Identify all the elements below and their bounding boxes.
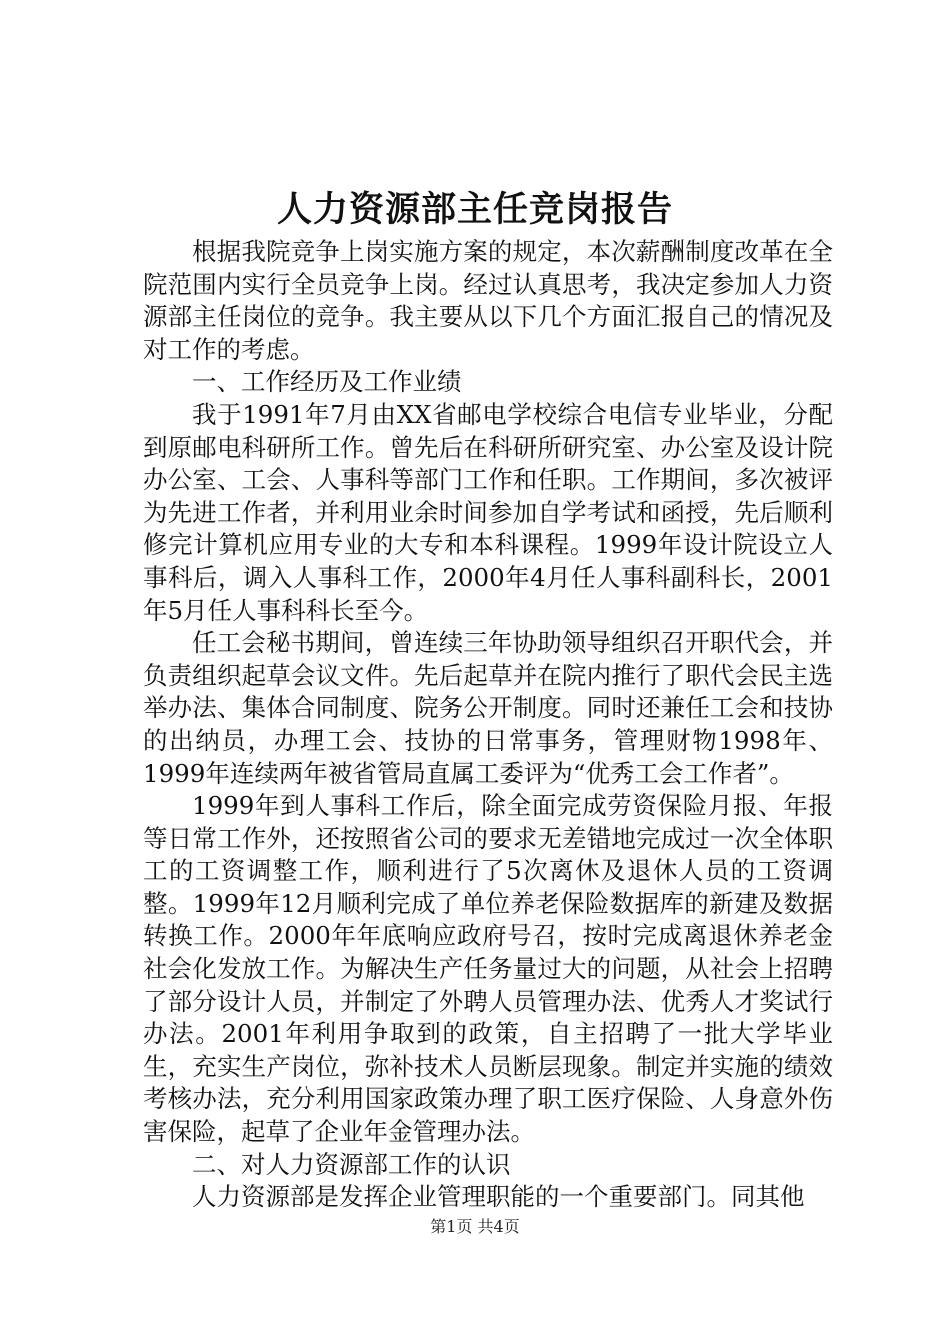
document-body (143, 236, 833, 1214)
paragraph-intro: 根据我院竞争上岗实施方案的规定，本次薪酬制度改革在全院范围内实行全员竞争上岗。经过认真思考，我决定参加人力资源部主任岗位的竞争。我主要从以下几个方面汇报自己的情况及对工作的考虑。 (143, 237, 833, 364)
paragraph-hr-work: 1999年到人事科工作后，除全面完成劳资保险月报、年报等日常工作外，还按照省公司的要求无差错地完成过一次全体职工的工资调整工作，顺利进行了5次离休及退休人员的工资调整。1999年12月顺利完成了单位养老保险数据库的新建及数据转换工作。2000年年底响应政府号召，按时完成离退休养老金社会化发放工作。为解决生产任务量过大的问题，从社会上招聘了部分设计人员，并制定了外聘人员管理办法、优秀人才奖试行办法。2001年利用争取到的政策，自主招聘了一批大学毕业生，充实生产岗位，弥补技术人员断层现象。制定并实施的绩效考核办法，充分利用国家政策办理了职工医疗保险、人身意外伤害保险，起草了企业年金管理办法。 (143, 791, 833, 1147)
section-heading-1: 一、工作经历及工作业绩 (192, 367, 462, 397)
page-number-footer: 第1页 共4页 (430, 1217, 520, 1236)
document-title: 人力资源部主任竞岗报告 (276, 190, 673, 230)
section-heading-2: 二、对人力资源部工作的认识 (192, 1149, 511, 1179)
paragraph-work-history: 我于1991年7月由XX省邮电学校综合电信专业毕业，分配到原邮电科研所工作。曾先后在科研所研究室、办公室及设计院办公室、工会、人事科等部门工作和任职。工作期间，多次被评为先进工作者，并利用业余时间参加自学考试和函授，先后顺利修完计算机应用专业的大专和本科课程。1999年设计院设立人事科后，调入人事科工作，2000年4月任人事科副科长，2001年5月任人事科科长至今。 (143, 399, 833, 625)
paragraph-union-work: 任工会秘书期间，曾连续三年协助领导组织召开职代会，并负责组织起草会议文件。先后起草并在院内推行了职代会民主选举办法、集体合同制度、院务公开制度。同时还兼任工会和技协的出纳员，办理工会、技协的日常事务，管理财物1998年、1999年连续两年被省管局直属工委评为“优秀工会工作者”。 (143, 628, 833, 788)
paragraph-hr-understanding: 人力资源部是发挥企业管理职能的一个重要部门。同其他 (192, 1182, 805, 1212)
